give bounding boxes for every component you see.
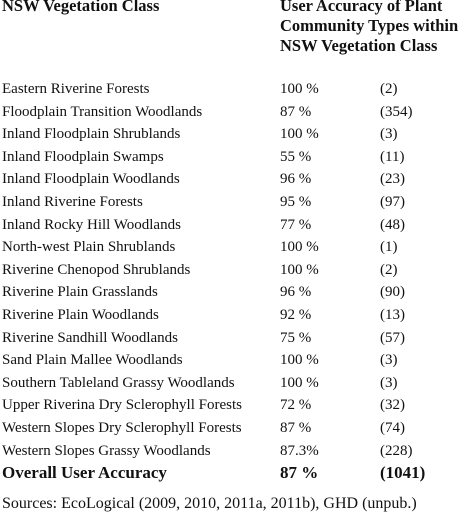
vegetation-class-name: Upper Riverina Dry Sclerophyll Forests (2, 397, 242, 414)
sample-count: (32) (380, 397, 405, 414)
table-row (0, 327, 474, 350)
user-accuracy-value: 100 % (280, 126, 319, 143)
table-row (0, 101, 474, 124)
user-accuracy-header-line: NSW Vegetation Class (280, 36, 438, 55)
vegetation-class-name: Inland Floodplain Woodlands (2, 171, 180, 188)
table-row (0, 417, 474, 440)
overall-accuracy-label: Overall User Accuracy (2, 463, 167, 482)
overall-accuracy-row (0, 460, 474, 486)
vegetation-class-name: Inland Floodplain Swamps (2, 148, 164, 165)
user-accuracy-value: 100 % (280, 374, 319, 391)
sample-count: (3) (380, 126, 398, 143)
sample-count: (23) (380, 171, 405, 188)
overall-accuracy-value: 87 % (280, 463, 319, 482)
sample-count: (74) (380, 419, 405, 436)
table-row (0, 259, 474, 282)
table-row (0, 394, 474, 417)
table-row (0, 236, 474, 259)
table-row (0, 191, 474, 214)
table-header (0, 0, 474, 56)
table-row (0, 214, 474, 237)
table-row (0, 372, 474, 395)
sample-count: (11) (380, 148, 405, 165)
sample-count: (2) (380, 81, 398, 97)
user-accuracy-value: 87 % (280, 419, 312, 436)
table-row (0, 304, 474, 327)
user-accuracy-value: 72 % (280, 397, 312, 414)
vegetation-class-name: Sand Plain Mallee Woodlands (2, 352, 183, 369)
user-accuracy-value: 100 % (280, 352, 319, 369)
sample-count: (3) (380, 352, 398, 369)
overall-sample-count: (1041) (380, 463, 426, 482)
user-accuracy-value: 96 % (280, 284, 312, 301)
user-accuracy-value: 96 % (280, 171, 312, 188)
vegetation-class-name: North-west Plain Shrublands (2, 239, 176, 256)
vegetation-class-name: Riverine Plain Woodlands (2, 306, 159, 323)
sources-note: Sources: EcoLogical (2009, 2010, 2011a, 2011b), GHD (unpub.) (2, 495, 417, 512)
vegetation-class-name: Inland Rocky Hill Woodlands (2, 216, 181, 233)
vegetation-class-name: Riverine Plain Grasslands (2, 284, 158, 301)
vegetation-class-name: Inland Riverine Forests (2, 193, 143, 210)
user-accuracy-header-line: Community Types within (280, 16, 459, 35)
user-accuracy-header (280, 0, 458, 56)
vegetation-class-name: Floodplain Transition Woodlands (2, 103, 203, 120)
vegetation-class-name: Southern Tableland Grassy Woodlands (2, 374, 235, 391)
vegetation-class-header: NSW Vegetation Class (2, 0, 160, 15)
sample-count: (354) (380, 103, 413, 120)
user-accuracy-value: 77 % (280, 216, 312, 233)
sample-count: (13) (380, 306, 405, 323)
user-accuracy-value: 95 % (280, 193, 312, 210)
table-row (0, 440, 474, 463)
sample-count: (228) (380, 442, 413, 459)
user-accuracy-value: 100 % (280, 81, 319, 97)
sample-count: (57) (380, 329, 405, 346)
table-body (0, 78, 474, 462)
user-accuracy-value: 55 % (280, 148, 312, 165)
vegetation-class-name: Western Slopes Grassy Woodlands (2, 442, 211, 459)
sample-count: (2) (380, 261, 398, 278)
sample-count: (48) (380, 216, 405, 233)
vegetation-class-name: Eastern Riverine Forests (2, 81, 150, 97)
user-accuracy-value: 87 % (280, 103, 312, 120)
vegetation-class-name: Western Slopes Dry Sclerophyll Forests (2, 419, 242, 436)
user-accuracy-value: 92 % (280, 306, 312, 323)
sample-count: (90) (380, 284, 405, 301)
table-row (0, 281, 474, 304)
table-row (0, 123, 474, 146)
user-accuracy-value: 87.3% (280, 442, 319, 459)
sample-count: (1) (380, 239, 398, 256)
table-row (0, 146, 474, 169)
user-accuracy-header-line: User Accuracy of Plant (280, 0, 443, 15)
vegetation-class-name: Inland Floodplain Shrublands (2, 126, 181, 143)
user-accuracy-value: 100 % (280, 239, 319, 256)
table-row (0, 349, 474, 372)
vegetation-class-name: Riverine Chenopod Shrublands (2, 261, 191, 278)
sample-count: (3) (380, 374, 398, 391)
user-accuracy-value: 100 % (280, 261, 319, 278)
table-row (0, 78, 474, 101)
vegetation-class-name: Riverine Sandhill Woodlands (2, 329, 179, 346)
table-row (0, 168, 474, 191)
sample-count: (97) (380, 193, 405, 210)
user-accuracy-value: 75 % (280, 329, 312, 346)
